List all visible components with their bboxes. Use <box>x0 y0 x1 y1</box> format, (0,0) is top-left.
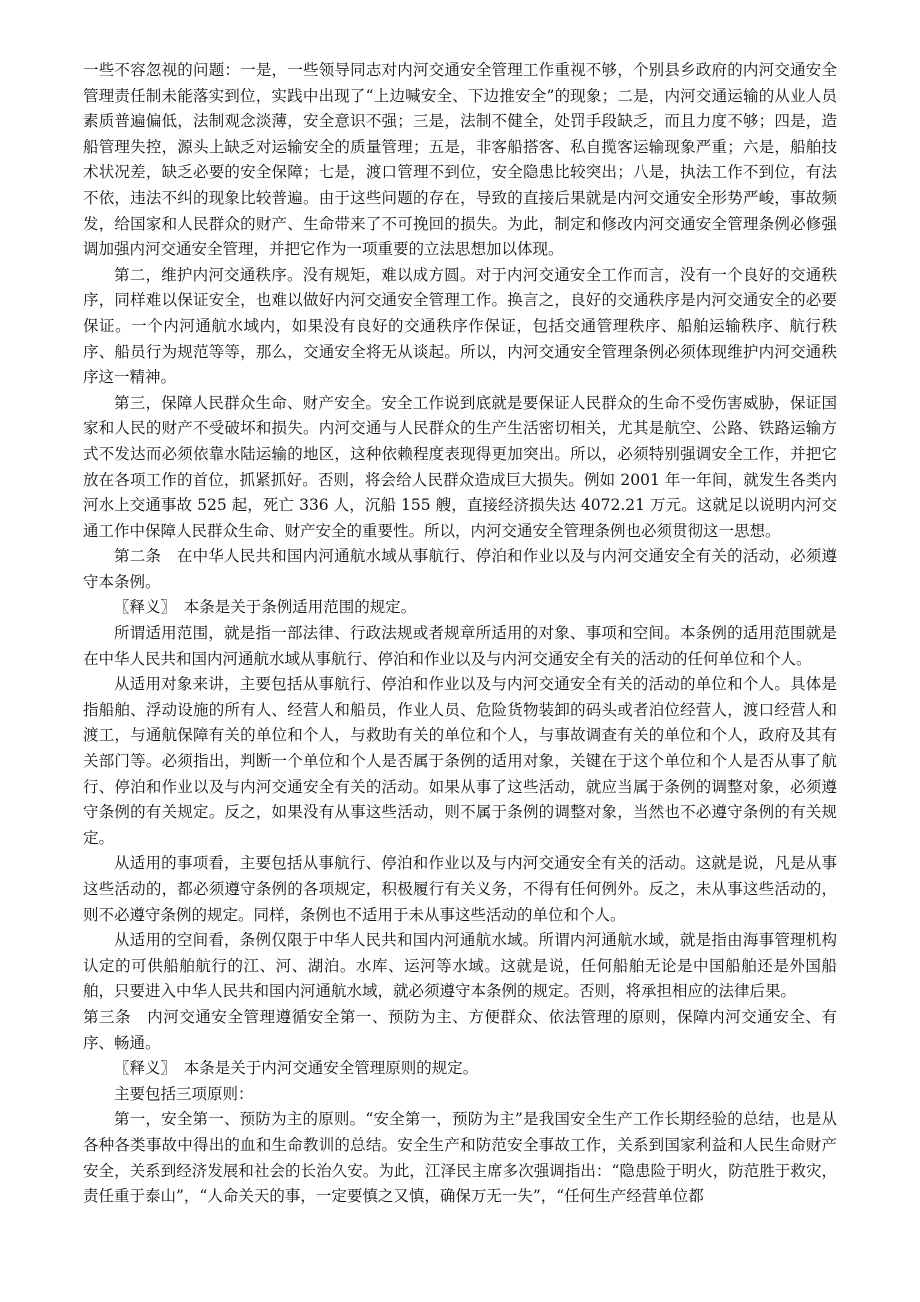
paragraph-safety-first-principle: 第一，安全第一、预防为主的原则。“安全第一，预防为主”是我国安全生产工作长期经验的总结，也是从各种各类事故中得出的血和生命教训的总结。安全生产和防范安全事故工作，关系到国家利益和人民生命财产安全，关系到经济发展和社会的长治久安。为此，江泽民主席多次强调指出：“隐患险于明火，防范胜于救灾，责任重于泰山”，“人命关天的事，一定要慎之又慎，确保万无一失”，“任何生产经营单位都 <box>83 1110 837 1206</box>
paragraph-three-principles: 主要包括三项原则： <box>114 1084 254 1103</box>
paragraph-traffic-order: 第二，维护内河交通秩序。没有规矩，难以成方圆。对于内河交通安全工作而言，没有一个良好的交通秩序，同样难以保证安全，也难以做好内河交通安全管理工作。换言之，良好的交通秩序是内河交通安全的必要保证。一个内河通航水域内，如果没有良好的交通秩序作保证，包括交通管理秩序、船舶运输秩序、航行秩序、船员行为规范等等，那么，交通安全将无从谈起。所以，内河交通安全管理条例必须体现维护内河交通秩序这一精神。 <box>83 265 837 387</box>
article-2-text: 第二条 在中华人民共和国内河通航水域从事航行、停泊和作业以及与内河交通安全有关的活动，必须遵守本条例。 <box>83 547 837 591</box>
paragraph-scope-definition: 所谓适用范围，就是指一部法律、行政法规或者规章所适用的对象、事项和空间。本条例的适用范围就是在中华人民共和国内河通航水域从事航行、停泊和作业以及与内河交通安全有关的活动的任何单位和个人。 <box>83 624 837 668</box>
paragraph-life-property-safety: 第三，保障人民群众生命、财产安全。安全工作说到底就是要保证人民群众的生命不受伤害威胁，保证国家和人民的财产不受破坏和损失。内河交通与人民群众的生产生活密切相关，尤其是航空、公路、铁路运输方式不发达而必须依靠水陆运输的地区，这种依赖程度表现得更加突出。所以，必须特别强调安全工作，并把它放在各项工作的首位，抓紧抓好。否则，将会给人民群众造成巨大损失。例如 2001 年一年间，就发生各类内河水上交通事故 525 起，死亡 336 人，沉船 155 艘，直接经济损失达 4072.21 万元。这就足以说明内河交通工作中保障人民群众生命、财产安全的重要性。所以，内河交通安全管理条例也必须贯彻这一思想。 <box>83 393 837 540</box>
article-3-interpretation-heading: 〖释义〗 本条是关于内河交通安全管理原则的规定。 <box>114 1059 479 1078</box>
document-page <box>83 58 837 1210</box>
paragraph-scope-space: 从适用的空间看，条例仅限于中华人民共和国内河通航水域。所谓内河通航水域，就是指由海事管理机构认定的可供船舶航行的江、河、湖泊。水库、运河等水域。这就是说，任何船舶无论是中国船舶还是外国船舶，只要进入中华人民共和国内河通航水域，就必须遵守本条例的规定。否则，将承担相应的法律后果。 <box>83 931 837 1001</box>
article-3-text: 第三条 内河交通安全管理遵循安全第一、预防为主、方便群众、依法管理的原则，保障内河交通安全、有序、畅通。 <box>83 1007 837 1052</box>
paragraph-scope-matters: 从适用的事项看，主要包括从事航行、停泊和作业以及与内河交通安全有关的活动。这就是说，凡是从事这些活动的，都必须遵守条例的各项规定，积极履行有关义务，不得有任何例外。反之，未从事这些活动的，则不必遵守条例的规定。同样，条例也不适用于未从事这些活动的单位和个人。 <box>83 854 837 924</box>
paragraph-intro-problems: 一些不容忽视的问题：一是，一些领导同志对内河交通安全管理工作重视不够，个别县乡政府的内河交通安全管理责任制未能落实到位，实践中出现了“上边喊安全、下边推安全”的现象；二是，内河交通运输的从业人员素质普遍偏低，法制观念淡薄，安全意识不强；三是，法制不健全，处罚手段缺乏，而且力度不够；四是，造船管理失控，源头上缺乏对运输安全的质量管理；五是，非客船搭客、私自揽客运输现象严重；六是，船舶技术状况差，缺乏必要的安全保障；七是，渡口管理不到位，安全隐患比较突出；八是，执法工作不到位，有法不依，违法不纠的现象比较普遍。由于这些问题的存在，导致的直接后果就是内河交通安全形势严峻，事故频发，给国家和人民群众的财产、生命带来了不可挽回的损失。为此，制定和修改内河交通安全管理条例必修强调加强内河交通安全管理，并把它作为一项重要的立法思想加以体现。 <box>83 61 837 259</box>
paragraph-scope-subjects: 从适用对象来讲，主要包括从事航行、停泊和作业以及与内河交通安全有关的活动的单位和个人。具体是指船舶、浮动设施的所有人、经营人和船员，作业人员、危险货物装卸的码头或者泊位经营人，渡口经营人和渡工，与通航保障有关的单位和个人，与救助有关的单位和个人，与事故调查有关的单位和个人，政府及其有关部门等。必须指出，判断一个单位和个人是否属于条例的适用对象，关键在于这个单位和个人是否从事了航行、停泊和作业以及与内河交通安全有关的活动。如果从事了这些活动，就应当属于条例的调整对象，必须遵守条例的有关规定。反之，如果没有从事这些活动，则不属于条例的调整对象，当然也不必遵守条例的有关规定。 <box>83 675 837 847</box>
article-2-interpretation-heading: 〖释义〗 本条是关于条例适用范围的规定。 <box>114 598 417 617</box>
